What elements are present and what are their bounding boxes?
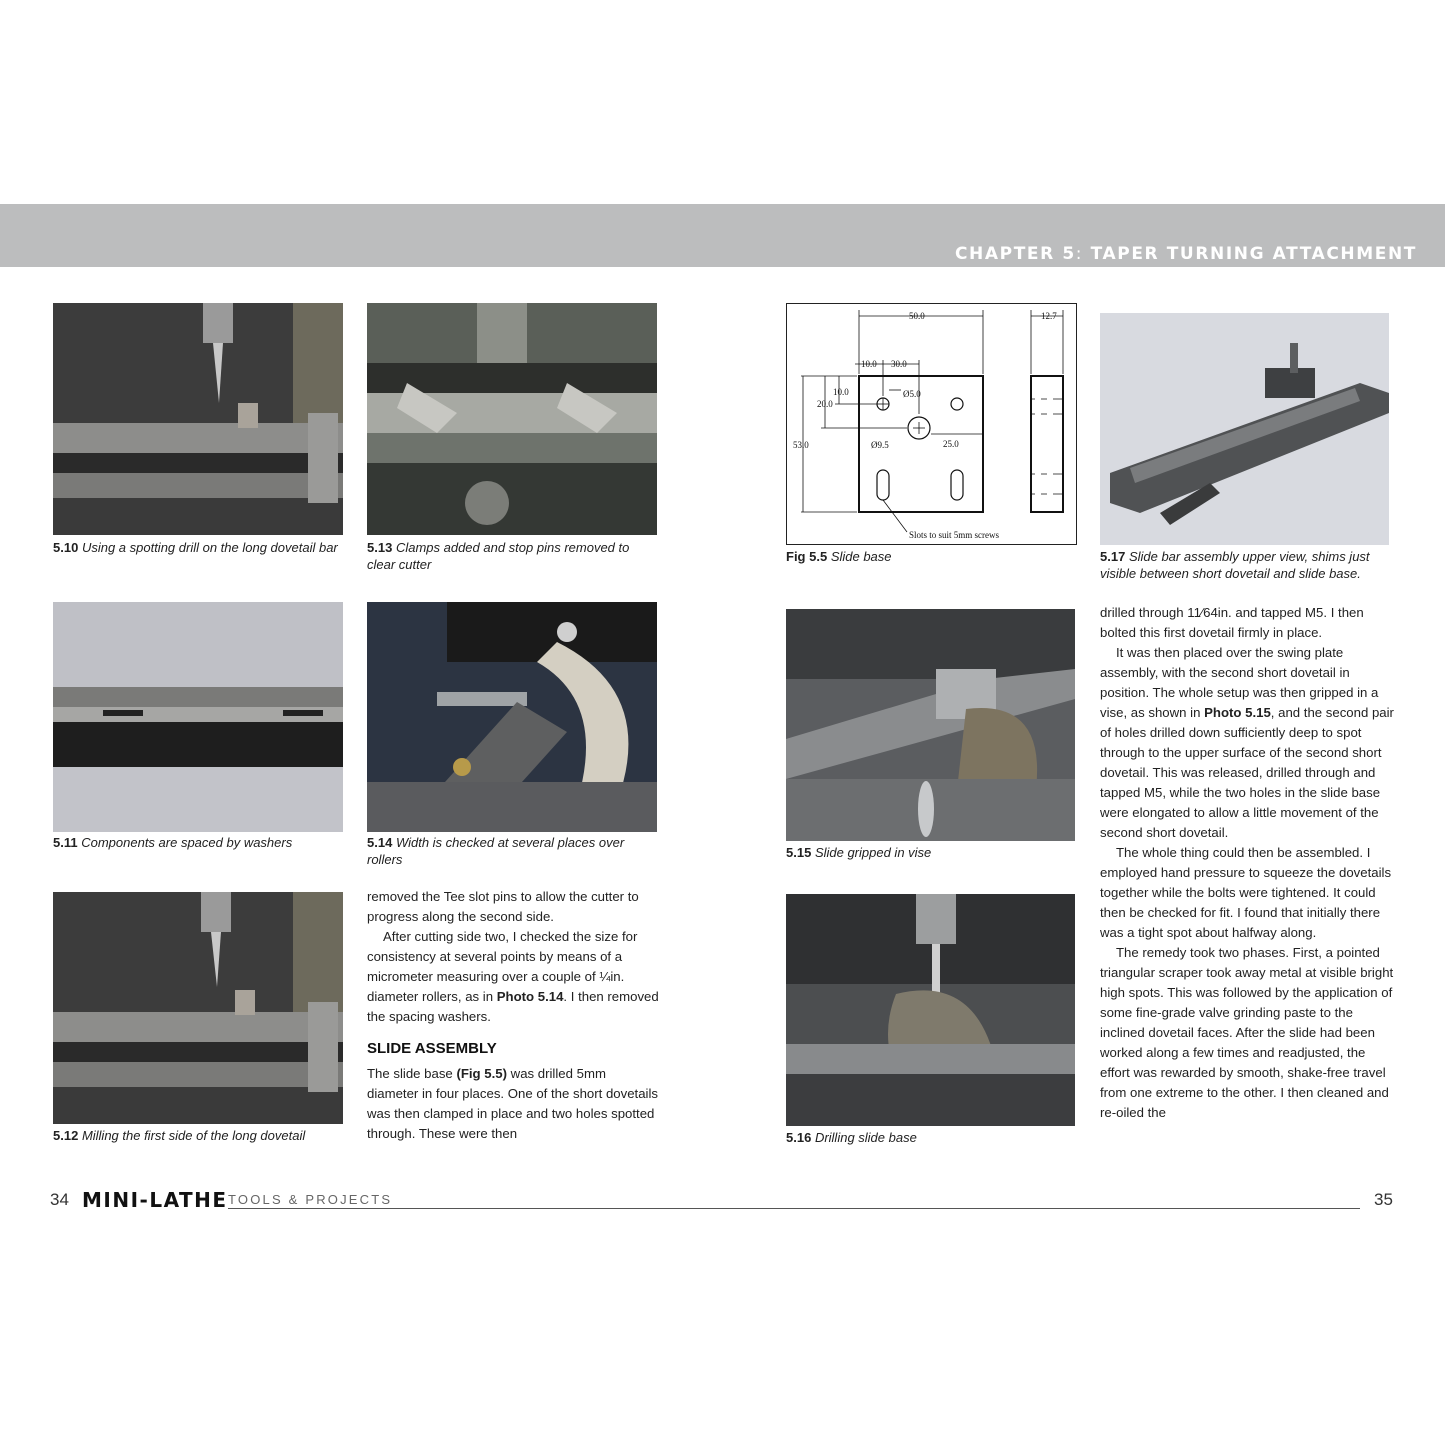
figure-number: 5.17 bbox=[1100, 549, 1126, 564]
caption-text: Slide base bbox=[830, 549, 892, 564]
paragraph bbox=[1100, 643, 1398, 843]
caption-5-12 bbox=[53, 1128, 343, 1145]
dimension-label: 30.0 bbox=[891, 359, 907, 369]
figure-number: 5.12 bbox=[53, 1128, 79, 1143]
figure-number: 5.14 bbox=[367, 835, 393, 850]
text-run: The slide base bbox=[367, 1066, 457, 1081]
page-number-left: 34 bbox=[50, 1190, 69, 1209]
right-text-column bbox=[1100, 603, 1398, 1123]
photo-5-15 bbox=[786, 609, 1075, 841]
text-run: , and the second pair of holes drilled down sufficiently deep to spot through to the upper surface of the second short dovetail. This was released, drilled through and tapped M5, while the two holes in the slide base were elongated to allow a little movement of the second short dovetail. bbox=[1100, 705, 1394, 840]
book-title: MINI-LATHE bbox=[82, 1188, 228, 1212]
dimension-label: 50.0 bbox=[909, 311, 925, 321]
figure-number: 5.13 bbox=[367, 540, 393, 555]
caption-5-16 bbox=[786, 1130, 1076, 1147]
caption-text: Clamps added and stop pins removed to clear cutter bbox=[367, 540, 630, 572]
caption-5-14 bbox=[367, 835, 657, 868]
text-run: . I then removed the spacing washers. bbox=[367, 989, 659, 1024]
dimension-label: 20.0 bbox=[817, 399, 833, 409]
left-text-column bbox=[367, 887, 659, 1144]
text-run: It was then placed over the swing plate assembly, with the second short dovetail in position. The whole setup was then gripped in a vise, as shown in bbox=[1100, 645, 1379, 720]
photo-5-11 bbox=[53, 602, 343, 832]
figure-5-5-diagram bbox=[786, 303, 1077, 545]
paragraph bbox=[367, 1064, 659, 1144]
caption-text: Components are spaced by washers bbox=[81, 835, 293, 850]
chapter-title: TAPER TURNING ATTACHMENT bbox=[1090, 244, 1417, 264]
book-subtitle: TOOLS & PROJECTS bbox=[228, 1192, 393, 1207]
dimension-label: 10.0 bbox=[833, 387, 849, 397]
photo-5-16 bbox=[786, 894, 1075, 1126]
figure-number: Fig 5.5 bbox=[786, 549, 828, 564]
paragraph: drilled through 11⁄64in. and tapped M5. I then bolted this first dovetail firmly in place. bbox=[1100, 605, 1364, 640]
chapter-separator: : bbox=[1075, 244, 1084, 264]
dimension-label: 12.7 bbox=[1041, 311, 1057, 321]
paragraph: removed the Tee slot pins to allow the cutter to progress along the second side. bbox=[367, 889, 639, 924]
figure-number: 5.11 bbox=[53, 835, 78, 850]
caption-text: Width is checked at several places over rollers bbox=[367, 835, 625, 867]
dimension-label: Ø9.5 bbox=[871, 440, 889, 450]
section-heading: SLIDE ASSEMBLY bbox=[367, 1040, 497, 1057]
figure-number: 5.16 bbox=[786, 1130, 812, 1145]
text-run: was drilled 5mm diameter in four places. One of the short dovetails was then clamped in place and two holes spotted through. These were then bbox=[367, 1066, 659, 1141]
caption-text: Drilling slide base bbox=[814, 1130, 917, 1145]
footer-rule bbox=[228, 1208, 1360, 1209]
paragraph: The remedy took two phases. First, a pointed triangular scraper took away metal at visible bright high spots. This was followed by the application of some fine-grade valve grinding paste to the inclined dovetail faces. After the slide had been worked along a few times and readjusted, the effort was rewarded by smooth, shake-free travel from one extreme to the other. I then cleaned and re-oiled the bbox=[1100, 945, 1394, 1120]
figure-number: 5.10 bbox=[53, 540, 79, 555]
dimension-label: 25.0 bbox=[943, 439, 959, 449]
page-number-right: 35 bbox=[1374, 1190, 1393, 1209]
photo-5-17 bbox=[1100, 313, 1389, 545]
figure-number: 5.15 bbox=[786, 845, 812, 860]
figure-reference: (Fig 5.5) bbox=[456, 1066, 507, 1081]
photo-5-10 bbox=[53, 303, 343, 535]
caption-5-10 bbox=[53, 540, 343, 557]
caption-text: Slide bar assembly upper view, shims just visible between short dovetail and slide base. bbox=[1100, 549, 1370, 581]
caption-5-13 bbox=[367, 540, 657, 573]
caption-text: Using a spotting drill on the long dovetail bar bbox=[81, 540, 338, 555]
photo-reference: Photo 5.15 bbox=[1204, 705, 1271, 720]
dimension-label: Ø5.0 bbox=[903, 389, 921, 399]
photo-5-12 bbox=[53, 892, 343, 1124]
text-run: After cutting side two, I checked the size for consistency at several points by means of a micrometer measuring over a couple of ¼in. diameter rollers, as in bbox=[367, 929, 638, 1004]
photo-5-14 bbox=[367, 602, 657, 832]
dimension-label: 10.0 bbox=[861, 359, 877, 369]
chapter-heading bbox=[955, 244, 1417, 264]
caption-5-15 bbox=[786, 845, 1076, 862]
dimension-label: 53.0 bbox=[793, 440, 809, 450]
photo-5-13 bbox=[367, 303, 657, 535]
caption-5-17 bbox=[1100, 549, 1395, 582]
caption-5-11 bbox=[53, 835, 343, 852]
caption-text: Slide gripped in vise bbox=[814, 845, 932, 860]
chapter-label: CHAPTER 5 bbox=[954, 244, 1076, 264]
diagram-note: Slots to suit 5mm screws bbox=[909, 530, 1000, 540]
paragraph: The whole thing could then be assembled. I employed hand pressure to squeeze the dovetails together while the bolts were tightened. It could then be checked for fit. I found that initially there was a tight spot about halfway along. bbox=[1100, 845, 1392, 940]
photo-reference: Photo 5.14 bbox=[496, 989, 564, 1004]
caption-text: Milling the first side of the long dovetail bbox=[81, 1128, 306, 1143]
paragraph bbox=[367, 927, 659, 1027]
caption-fig-5-5 bbox=[786, 549, 1076, 566]
